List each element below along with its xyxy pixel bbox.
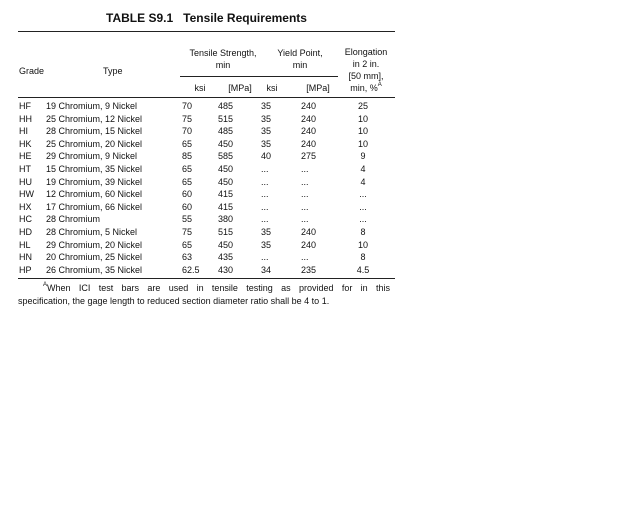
table-cell-ts-mpa: 515 <box>218 113 234 124</box>
footnote-text-1: When ICI test bars are used in tensile testing as provided for in this <box>47 283 390 293</box>
table-cell-elong: ... <box>359 214 367 225</box>
table-cell-type: 28 Chromium <box>46 214 101 225</box>
table-cell-yp-ksi: 35 <box>261 126 272 137</box>
table-cell-type: 19 Chromium, 9 Nickel <box>46 101 138 111</box>
table-cell-yp-mpa: 240 <box>301 113 317 124</box>
table-cell-yp-mpa: ... <box>301 252 309 263</box>
table-cell-yp-mpa: ... <box>301 201 309 212</box>
table-cell-elong: ... <box>359 189 367 200</box>
header-elongation-line3: [50 mm], <box>348 71 384 81</box>
header-elongation <box>338 46 394 94</box>
table-cell-elong: ... <box>359 201 367 212</box>
table-cell-ts-mpa: 380 <box>218 214 234 225</box>
table-cell-ts-ksi: 62.5 <box>182 264 200 275</box>
header-yp-ksi: ksi <box>266 83 278 93</box>
table-cell-yp-ksi: 34 <box>261 264 272 275</box>
table-cell-yp-ksi: ... <box>261 176 269 187</box>
table-cell-ts-mpa: 415 <box>218 189 234 200</box>
header-tensile-min: min <box>215 60 231 70</box>
table-cell-ts-mpa: 585 <box>218 151 234 162</box>
table-cell-yp-mpa: 240 <box>301 101 317 111</box>
table-cell-elong: 10 <box>357 126 368 137</box>
table-cell-ts-mpa: 515 <box>218 227 234 237</box>
table-cell-ts-mpa: 485 <box>218 101 234 111</box>
bottom-rule <box>18 278 395 279</box>
table-cell-yp-mpa: 240 <box>301 138 317 149</box>
table-cell-ts-ksi: 65 <box>182 176 193 187</box>
table-cell-elong: 9 <box>360 151 366 162</box>
table-cell-yp-mpa: 240 <box>301 239 317 250</box>
table-cell-yp-mpa: 240 <box>301 126 317 137</box>
table-cell-grade: HU <box>19 176 32 187</box>
table-cell-yp-mpa: ... <box>301 164 309 174</box>
table-footnote <box>18 282 390 308</box>
table-cell-type: 29 Chromium, 20 Nickel <box>46 239 143 250</box>
subheader-rule <box>180 76 338 77</box>
table-cell-type: 25 Chromium, 12 Nickel <box>46 113 143 124</box>
table-cell-yp-ksi: ... <box>261 164 269 174</box>
table-cell-elong: 10 <box>357 113 368 124</box>
header-elongation-footnote-marker: A <box>377 82 382 88</box>
footnote-line-2: specification, the gage length to reduced section diameter ratio shall be 4 to 1. <box>18 296 330 306</box>
table-cell-ts-ksi: 75 <box>182 113 193 124</box>
footnote-marker: A <box>43 282 48 288</box>
table-cell-grade: HI <box>19 126 28 137</box>
header-elongation-line2: in 2 in. <box>352 59 380 69</box>
table-cell-type: 15 Chromium, 35 Nickel <box>46 164 143 174</box>
table-cell-yp-mpa: ... <box>301 189 309 200</box>
table-cell-grade: HK <box>19 138 32 149</box>
table-cell-yp-ksi: 35 <box>261 101 272 111</box>
table-cell-type: 19 Chromium, 39 Nickel <box>46 176 143 187</box>
table-cell-type: 25 Chromium, 20 Nickel <box>46 138 143 149</box>
table-cell-ts-ksi: 65 <box>182 138 193 149</box>
table-cell-elong: 8 <box>360 227 366 237</box>
top-rule <box>18 31 395 32</box>
table-cell-yp-ksi: 35 <box>261 138 272 149</box>
header-grade: Grade <box>19 66 45 76</box>
table-cell-grade: HT <box>19 164 31 174</box>
table-cell-type: 28 Chromium, 5 Nickel <box>46 227 138 237</box>
table-cell-ts-mpa: 450 <box>218 138 234 149</box>
table-cell-yp-ksi: 35 <box>261 113 272 124</box>
table-cell-grade: HE <box>19 151 32 162</box>
table-cell-elong: 8 <box>360 252 366 263</box>
table-cell-ts-ksi: 70 <box>182 101 193 111</box>
table-cell-type: 17 Chromium, 66 Nickel <box>46 201 143 212</box>
header-bottom-rule <box>18 97 395 98</box>
table-cell-yp-ksi: 35 <box>261 227 272 237</box>
table-cell-ts-ksi: 65 <box>182 164 193 174</box>
footnote-line-1 <box>18 282 390 295</box>
table-cell-ts-mpa: 450 <box>218 176 234 187</box>
table-cell-ts-ksi: 60 <box>182 201 193 212</box>
table-cell-grade: HH <box>19 113 32 124</box>
table-cell-ts-mpa: 450 <box>218 164 234 174</box>
header-ts-ksi: ksi <box>194 83 206 93</box>
table-cell-yp-ksi: 35 <box>261 239 272 250</box>
table-cell-yp-ksi: ... <box>261 201 269 212</box>
table-cell-yp-mpa: ... <box>301 176 309 187</box>
header-ts-mpa: [MPa] <box>228 83 252 93</box>
table-cell-yp-mpa: 235 <box>301 264 317 275</box>
header-type: Type <box>103 66 123 76</box>
table-cell-ts-ksi: 85 <box>182 151 193 162</box>
header-yield-min: min <box>292 60 308 70</box>
table-cell-type: 28 Chromium, 15 Nickel <box>46 126 143 137</box>
table-cell-grade: HD <box>19 227 32 237</box>
header-elongation-line4: min, % <box>350 83 378 93</box>
table-cell-ts-mpa: 435 <box>218 252 234 263</box>
table-cell-type: 26 Chromium, 35 Nickel <box>46 264 143 275</box>
table-cell-grade: HW <box>19 189 34 200</box>
table-cell-elong: 25 <box>357 101 368 111</box>
table-cell-ts-ksi: 65 <box>182 239 193 250</box>
table-cell-type: 20 Chromium, 25 Nickel <box>46 252 143 263</box>
table-cell-grade: HL <box>19 239 31 250</box>
header-yield-point: Yield Point, <box>277 48 323 58</box>
header-tensile-strength: Tensile Strength, <box>189 48 257 58</box>
table-cell-elong: 4 <box>360 176 366 187</box>
table-cell-elong: 10 <box>357 239 368 250</box>
table-title: TABLE S9.1 Tensile Requirements <box>106 11 307 25</box>
table-cell-grade: HF <box>19 101 31 111</box>
header-elongation-line1: Elongation <box>344 47 388 57</box>
table-cell-ts-ksi: 60 <box>182 189 193 200</box>
table-cell-grade: HX <box>19 201 32 212</box>
table-cell-ts-ksi: 63 <box>182 252 193 263</box>
table-cell-elong: 10 <box>357 138 368 149</box>
table-cell-yp-ksi: ... <box>261 252 269 263</box>
table-cell-type: 29 Chromium, 9 Nickel <box>46 151 138 162</box>
table-cell-yp-ksi: 40 <box>261 151 272 162</box>
table-cell-ts-mpa: 430 <box>218 264 234 275</box>
table-cell-grade: HP <box>19 264 32 275</box>
table-cell-elong: 4 <box>360 164 366 174</box>
table-cell-yp-mpa: 275 <box>301 151 317 162</box>
table-cell-ts-ksi: 70 <box>182 126 193 137</box>
table-cell-ts-mpa: 450 <box>218 239 234 250</box>
table-cell-yp-mpa: 240 <box>301 227 317 237</box>
table-cell-yp-ksi: ... <box>261 214 269 225</box>
table-cell-ts-mpa: 485 <box>218 126 234 137</box>
table-cell-yp-ksi: ... <box>261 189 269 200</box>
table-cell-ts-ksi: 55 <box>182 214 193 225</box>
table-cell-yp-mpa: ... <box>301 214 309 225</box>
table-cell-type: 12 Chromium, 60 Nickel <box>46 189 143 200</box>
table-cell-grade: HC <box>19 214 32 225</box>
table-cell-elong: 4.5 <box>356 264 370 275</box>
table-cell-ts-ksi: 75 <box>182 227 193 237</box>
table-cell-grade: HN <box>19 252 32 263</box>
table-cell-ts-mpa: 415 <box>218 201 234 212</box>
header-yp-mpa: [MPa] <box>306 83 330 93</box>
